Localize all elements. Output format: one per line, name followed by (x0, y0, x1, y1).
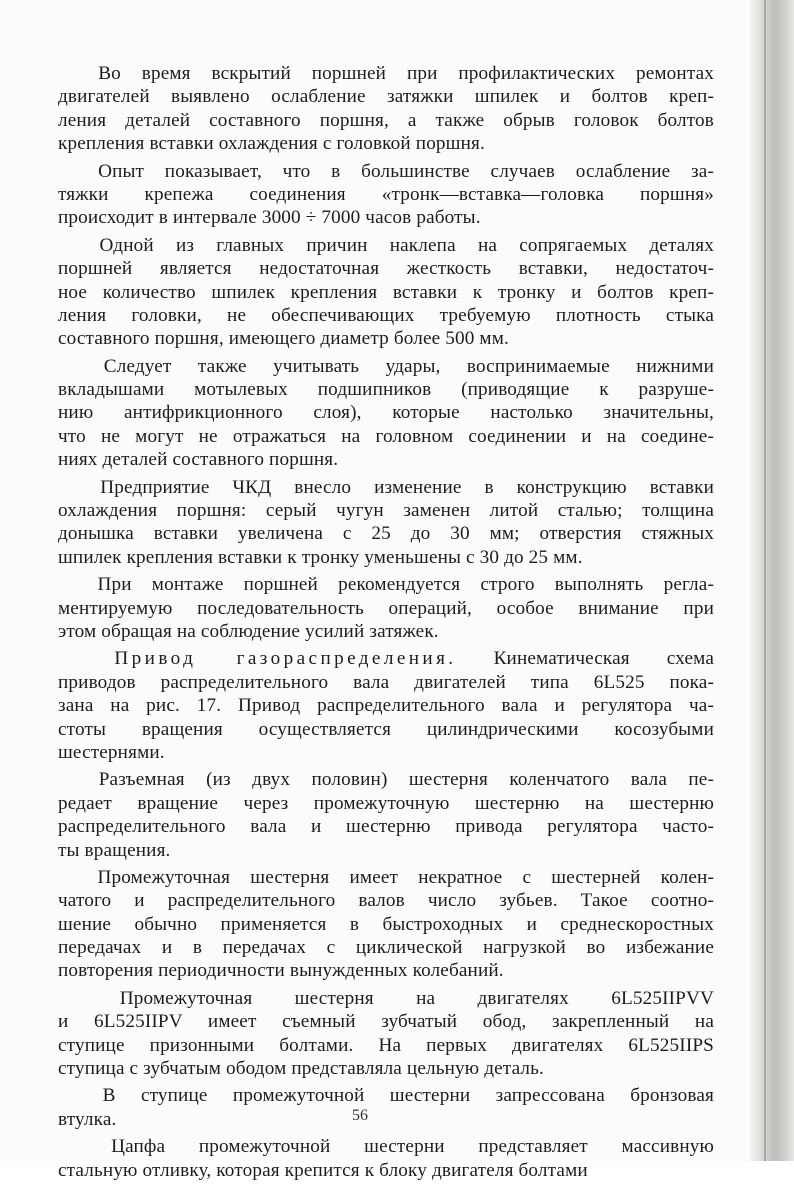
text-line (58, 987, 714, 1010)
line-text: Опыт показывает, что в большинстве случаев ослабление за- (98, 160, 714, 182)
line-text: При монтаже поршней рекомендуется строго выполнять регла- (97, 574, 714, 596)
paragraph (58, 866, 714, 983)
book-gutter-shadow (750, 0, 794, 1161)
line-text: ты вращения. (58, 839, 171, 861)
line-text: ментируемую последовательность операций, особое внимание при (58, 597, 714, 619)
text-line (58, 132, 714, 155)
text-line (58, 304, 714, 327)
text-line (58, 597, 714, 620)
line-text: шение обычно применяется в быстроходных и среднескоростных (58, 913, 714, 935)
text-line (58, 866, 714, 889)
paragraph (58, 573, 714, 643)
line-text: происходит в интервале 3000 ÷ 7000 часов работы. (58, 207, 481, 229)
text-line (58, 889, 714, 912)
text-line (58, 1057, 714, 1080)
text-line (58, 62, 714, 85)
text-line (58, 792, 714, 815)
paragraph (58, 1135, 714, 1182)
line-text: Промежуточная шестерня на двигателях 6L525IIPVV (119, 987, 714, 1009)
paragraph (58, 160, 714, 230)
line-text: ления головки, не обеспечивающих требуемую плотность стыка (58, 304, 714, 326)
text-line (58, 355, 714, 378)
text-line (58, 378, 714, 401)
line-text: вкладышами мотылевых подшипников (приводящие к разруше- (58, 379, 714, 401)
line-text: чатого и распределительного валов число зубьев. Такое соотно- (58, 890, 714, 912)
line-text: приводов распределительного вала двигателей типа 6L525 пока- (58, 671, 714, 693)
text-line (58, 183, 714, 206)
paragraph (58, 647, 714, 764)
text-line (58, 671, 714, 694)
line-text: стоты вращения осуществляется цилиндрическими косозубыми (58, 718, 714, 740)
line-text: ления деталей составного поршня, а также обрыв головок болтов (58, 109, 714, 131)
text-line (58, 647, 714, 670)
line-text: шестернями. (58, 741, 165, 763)
text-line (58, 936, 714, 959)
text-line (58, 1034, 714, 1057)
text-line (58, 425, 714, 448)
paragraph (58, 355, 714, 472)
text-line (58, 959, 714, 982)
line-text: Одной из главных причин наклепа на сопрягаемых деталях (99, 234, 714, 256)
text-line (58, 620, 714, 643)
text-line (58, 160, 714, 183)
line-text: составного поршня, имеющего диаметр более 500 мм. (58, 328, 509, 350)
page-number: 56 (352, 1107, 368, 1124)
line-text: втулка. (58, 1108, 117, 1130)
line-text: повторения периодичности вынужденных колебаний. (58, 960, 504, 982)
text-line (58, 327, 714, 350)
text-line (58, 741, 714, 764)
line-text: Во время вскрытий поршней при профилактических ремонтах (98, 63, 714, 84)
line-text: Промежуточная шестерня имеет некратное с шестерней колен- (97, 866, 714, 888)
line-text: Следует также учитывать удары, воспринимаемые нижними (103, 355, 714, 377)
text-line (58, 476, 714, 499)
text-line (58, 573, 714, 596)
text-line (58, 522, 714, 545)
line-text: донышка вставки увеличена с 25 до 30 мм; отверстия стяжных (58, 523, 714, 545)
text-line (58, 281, 714, 304)
text-line (58, 913, 714, 936)
paragraph (58, 768, 714, 862)
text-line (58, 234, 714, 257)
line-text: Кинематическая схема (493, 648, 714, 670)
line-text: крепления вставки охлаждения с головкой поршня. (58, 133, 485, 155)
line-text: шпилек крепления вставки к тронку уменьшены с 30 до 25 мм. (58, 546, 583, 568)
paragraph (58, 476, 714, 570)
text-line (58, 546, 714, 569)
text-line (58, 499, 714, 522)
text-line (58, 768, 714, 791)
text-line (58, 401, 714, 424)
line-text: распределительного вала и шестерню привода регулятора часто- (58, 816, 714, 838)
line-text: Предприятие ЧКД внесло изменение в конструкцию вставки (100, 476, 714, 498)
line-text: ступица с зубчатым ободом представляла цельную деталь. (58, 1058, 544, 1080)
text-line (58, 1084, 714, 1107)
line-text: Цапфа промежуточной шестерни представляет массивную (111, 1136, 714, 1158)
line-text: ное количество шпилек крепления вставки к тронку и болтов креп- (58, 281, 714, 303)
paragraph (58, 234, 714, 351)
line-text: В ступице промежуточной шестерни запрессована бронзовая (102, 1085, 714, 1107)
text-line (58, 85, 714, 108)
text-line (58, 839, 714, 862)
text-line (58, 1010, 714, 1033)
paragraph (58, 987, 714, 1081)
line-text: зана на рис. 17. Привод распределительного вала и регулятора ча- (58, 695, 714, 717)
line-text: этом обращая на соблюдение усилий затяжек. (58, 620, 439, 642)
line-text: редает вращение через промежуточную шестерню на шестерню (58, 792, 714, 814)
line-text: передачах и в передачах с циклической нагрузкой во избежание (58, 937, 714, 959)
line-text: ниях деталей составного поршня. (58, 449, 339, 471)
text-line (58, 109, 714, 132)
section-heading: Привод газораспределения. (114, 648, 457, 670)
line-text: что не могут не отражаться на головном соединении и на соедине- (58, 425, 714, 447)
text-line (58, 257, 714, 280)
line-text: Разъемная (из двух половин) шестерня коленчатого вала пе- (98, 769, 714, 791)
paragraph (58, 62, 714, 156)
text-line (58, 448, 714, 471)
text-line (58, 718, 714, 741)
text-line (58, 815, 714, 838)
text-line (58, 694, 714, 717)
line-text: и 6L525IIPV имеет съемный зубчатый обод, закрепленный на (58, 1011, 714, 1033)
line-text: охлаждения поршня: серый чугун заменен литой сталью; толщина (58, 500, 714, 522)
body-text (58, 62, 714, 1186)
line-text: двигателей выявлено ослабление затяжки шпилек и болтов креп- (58, 86, 714, 108)
text-line (58, 1135, 714, 1158)
line-text: поршней является недостаточная жесткость вставки, недостаточ- (58, 258, 714, 280)
text-line (58, 1159, 714, 1182)
line-text: стальную отливку, которая крепится к блоку двигателя болтами (58, 1159, 588, 1181)
line-text: нию антифрикционного слоя), которые настолько значительны, (58, 402, 714, 424)
binding-line (764, 0, 766, 1161)
text-line (58, 206, 714, 229)
line-text: тяжки крепежа соединения «тронк—вставка—головка поршня» (58, 183, 714, 205)
line-text: ступице призонными болтами. На первых двигателях 6L525IIPS (58, 1034, 714, 1056)
